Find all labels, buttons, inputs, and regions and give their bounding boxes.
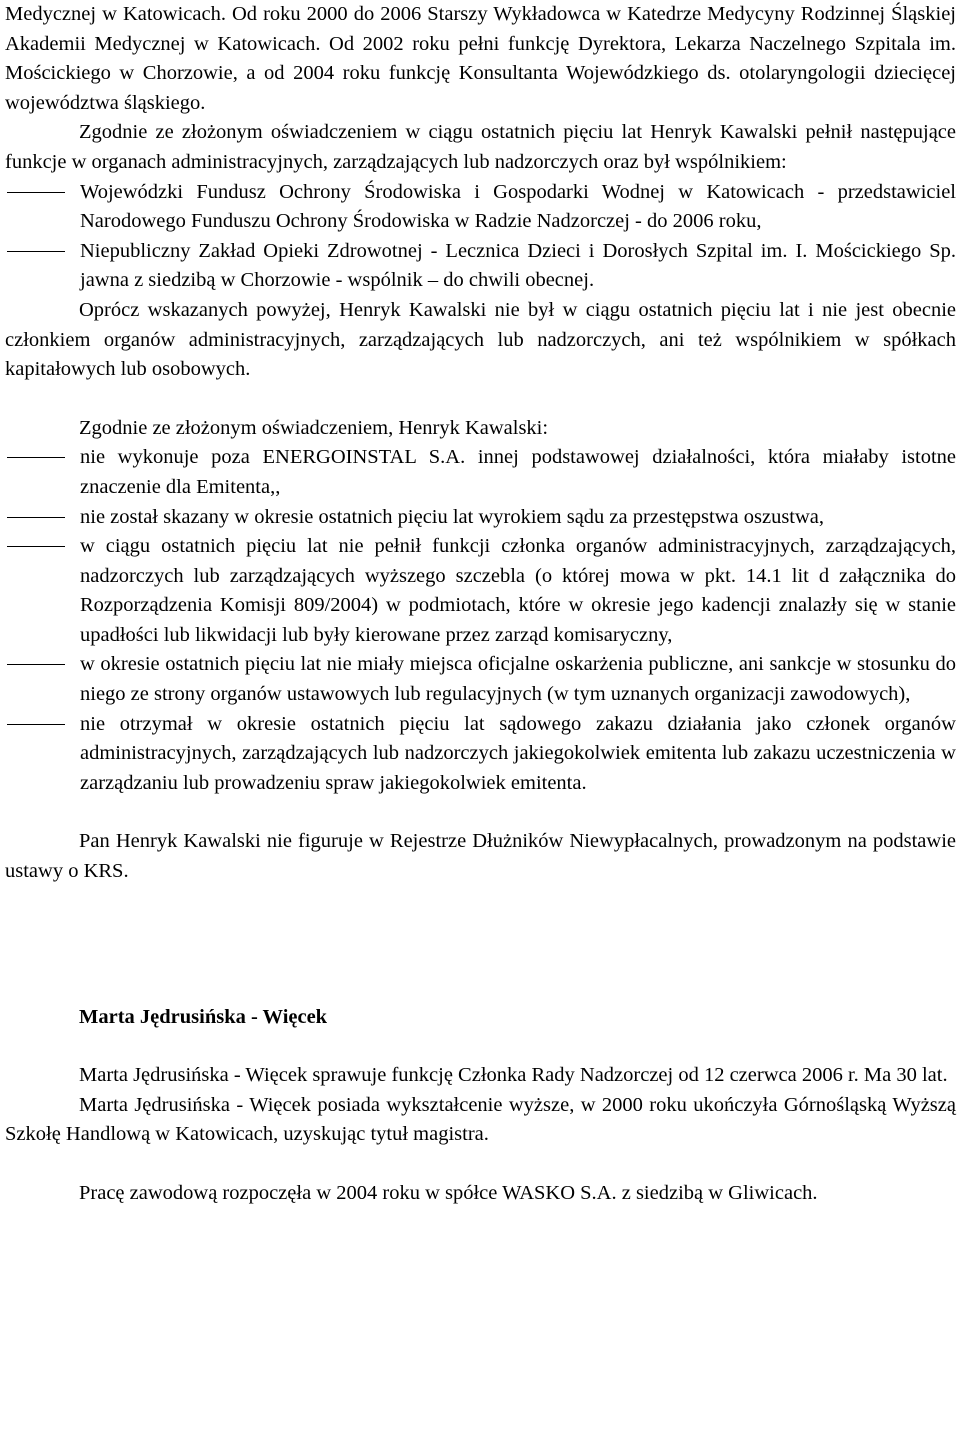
other-functions-paragraph: Oprócz wskazanych powyżej, Henryk Kawalski nie był w ciągu ostatnich pięciu lat i nie jest obecnie członkiem organów administracyjnych, zarządzających lub nadzorczych, ani też wspólnikiem w spółkach kapitałowych lub osobowych. bbox=[5, 298, 956, 381]
spacer bbox=[5, 1150, 956, 1179]
declaration-list bbox=[5, 443, 956, 798]
function-paragraph: Marta Jędrusińska - Więcek sprawuje funkcję Członka Rady Nadzorczej od 12 czerwca 2006 r. Ma 30 lat. bbox=[79, 1064, 948, 1087]
dash-bullet-icon bbox=[7, 664, 65, 665]
spacer bbox=[5, 385, 956, 414]
list-item: Wojewódzki Fundusz Ochrony Środowiska i Gospodarki Wodnej w Katowicach - przedstawiciel Narodowego Funduszu Ochrony Środowiska w Radzie Nadzorczej - do 2006 roku, bbox=[5, 178, 956, 237]
dash-bullet-icon bbox=[7, 546, 65, 547]
list-item: w okresie ostatnich pięciu lat nie miały miejsca oficjalne oskarżenia publiczne, ani sankcje w stosunku do niego ze strony organów ustawowych lub regulacyjnych (w tym uznanych organizacji zawodowych), bbox=[5, 650, 956, 709]
declaration-intro-paragraph: Zgodnie ze złożonym oświadczeniem, Henryk Kawalski: bbox=[79, 416, 549, 439]
debtors-registry-paragraph: Pan Henryk Kawalski nie figuruje w Rejestrze Dłużników Niewypłacalnych, prowadzonym na podstawie ustawy o KRS. bbox=[5, 830, 956, 883]
list-item: nie został skazany w okresie ostatnich pięciu lat wyrokiem sądu za przestępstwa oszustwa, bbox=[5, 503, 956, 533]
career-paragraph: Pracę zawodową rozpoczęła w 2004 roku w spółce WASKO S.A. z siedzibą w Gliwicach. bbox=[79, 1182, 818, 1204]
dash-bullet-icon bbox=[7, 192, 65, 193]
intro-paragraph: Medycznej w Katowicach. Od roku 2000 do 2006 Starszy Wykładowca w Katedrze Medycyny Rodzinnej Śląskiej Akademii Medycznej w Katowicach. Od 2002 roku pełni funkcję Dyrektora, Lekarza Naczelnego Szpitala im. Mościckiego w Chorzowie, a od 2004 roku funkcję Konsultanta Wojewódzkiego ds. otolaryngologii dziecięcej województwa śląskiego. bbox=[5, 3, 956, 114]
dash-bullet-icon bbox=[7, 517, 65, 518]
list-item: nie otrzymał w okresie ostatnich pięciu lat sądowego zakazu działania jako członek organów administracyjnych, zarządzających lub nadzorczych jakiegokolwiek emitenta lub zakazu uczestniczenia w zarządzaniu lub prowadzeniu spraw jakiegokolwiek emitenta. bbox=[5, 710, 956, 799]
list-item: Niepubliczny Zakład Opieki Zdrowotnej - Lecznica Dzieci i Dorosłych Szpital im. I. Mościckiego Sp. jawna z siedzibą w Chorzowie - wspólnik – do chwili obecnej. bbox=[5, 237, 956, 296]
dash-bullet-icon bbox=[7, 251, 65, 252]
spacer bbox=[5, 798, 956, 827]
list-item: w ciągu ostatnich pięciu lat nie pełnił funkcji członka organów administracyjnych, zarządzających, nadzorczych lub zarządzających wyższego szczebla (o której mowa w pkt. 14.1 lit d załącznika do Rozporządzenia Komisji 809/2004) w podmiotach, które w okresie jego kadencji znalazły się w stanie upadłości lub likwidacji lub były kierowane przez zarząd komisaryczny, bbox=[5, 532, 956, 650]
functions-list bbox=[5, 178, 956, 296]
spacer bbox=[5, 887, 956, 1003]
dash-bullet-icon bbox=[7, 724, 65, 725]
list-item: nie wykonuje poza ENERGOINSTAL S.A. innej podstawowej działalności, która miałaby istotne znaczenie dla Emitenta,, bbox=[5, 443, 956, 502]
education-paragraph: Marta Jędrusińska - Więcek posiada wykształcenie wyższe, w 2000 roku ukończyła Górnośląską Wyższą Szkołę Handlową w Katowicach, uzyskując tytuł magistra. bbox=[5, 1093, 956, 1146]
section-heading: Marta Jędrusińska - Więcek bbox=[79, 1005, 328, 1028]
spacer bbox=[5, 1032, 956, 1061]
dash-bullet-icon bbox=[7, 457, 65, 458]
functions-intro-paragraph: Zgodnie ze złożonym oświadczeniem w ciągu ostatnich pięciu lat Henryk Kawalski pełnił następujące funkcje w organach administracyjnych, zarządzających lub nadzorczych oraz był wspólnikiem: bbox=[5, 121, 956, 173]
